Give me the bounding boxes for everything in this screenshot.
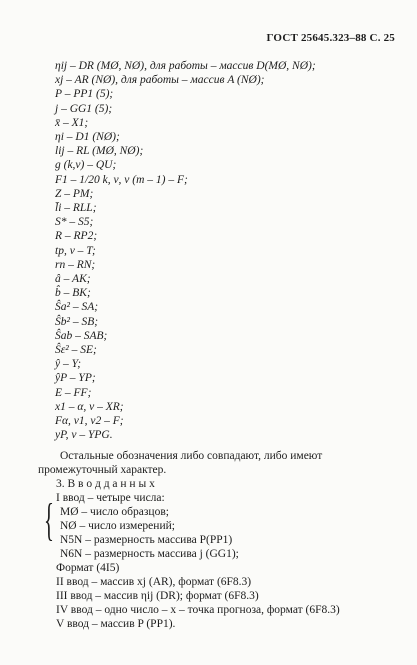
formula-line: E – FF; xyxy=(55,387,92,399)
formula-line: g (k,ν) – QU; xyxy=(55,159,117,171)
formula-line: â – AK; xyxy=(55,273,91,285)
section-title: 3. В в о д д а н н ы х xyxy=(56,478,155,490)
formula-line: rn – RN; xyxy=(55,259,96,271)
formula-line: yP, ν – YPG. xyxy=(55,429,113,441)
list-item: MØ – число образцов; xyxy=(60,506,169,518)
list-item: N5N – размерность массива P(PP1) xyxy=(60,534,233,546)
format-1: Формат (4I5) xyxy=(56,562,120,574)
input-5: V ввод – массив P (PP1). xyxy=(56,618,176,630)
input-4: IV ввод – одно число – x – точка прогноза, формат (6F8.3) xyxy=(56,604,340,616)
formula-line: Fα, ν1, ν2 – F; xyxy=(55,415,124,427)
formula-line: tp, ν – T; xyxy=(55,245,96,257)
input-2: II ввод – массив xj (AR), формат (6F8.3) xyxy=(56,576,252,588)
formula-line: lij – RL (MØ, NØ); xyxy=(55,145,144,157)
formula-line: j – GG1 (5); xyxy=(55,103,113,115)
formula-line: b̂ – BK; xyxy=(55,287,91,299)
paragraph: Остальные обозначения либо совпадают, либо имеют промежуточный характер. xyxy=(38,450,323,476)
formula-line: Ŝb² – SB; xyxy=(55,316,99,328)
formula-line: Z – PM; xyxy=(55,188,94,200)
page-header: ГОСТ 25645.323–88 С. 25 xyxy=(266,32,395,44)
formula-line: Ŝε² – SE; xyxy=(55,344,97,356)
formula-line: x1 – α, ν – XR; xyxy=(55,401,124,413)
curly-brace-icon: { xyxy=(44,494,54,545)
formula-line: ηi – D1 (NØ); xyxy=(55,131,120,143)
formula-line: Ŝab – SAB; xyxy=(55,330,108,342)
input-1: I ввод – четыре числа: xyxy=(56,492,165,504)
formula-line: xj – AR (NØ), для работы – массив A (NØ); xyxy=(55,74,265,86)
list-item: N6N – размерность массива j (GG1); xyxy=(60,548,239,560)
formula-line: P – PP1 (5); xyxy=(55,88,114,100)
list-item: NØ – число измерений; xyxy=(60,520,175,532)
formula-line: l̄i – RLL; xyxy=(55,202,97,214)
formula-line: S* – S5; xyxy=(55,216,94,228)
formula-line: x̄ – X1; xyxy=(55,117,89,129)
formula-line: ŷP – YP; xyxy=(55,372,96,384)
formula-line: ηij – DR (MØ, NØ), для работы – массив D(MØ, NØ); xyxy=(55,60,316,72)
formula-line: R – RP2; xyxy=(55,230,98,242)
formula-line: F1 – 1/20 k, ν, ν (m – 1) – F; xyxy=(55,174,188,186)
formula-line: ŷ – Y; xyxy=(55,358,82,370)
input-3: III ввод – массив ηij (DR); формат (6F8.3) xyxy=(56,590,259,602)
formula-line: Ŝa² – SA; xyxy=(55,301,99,313)
